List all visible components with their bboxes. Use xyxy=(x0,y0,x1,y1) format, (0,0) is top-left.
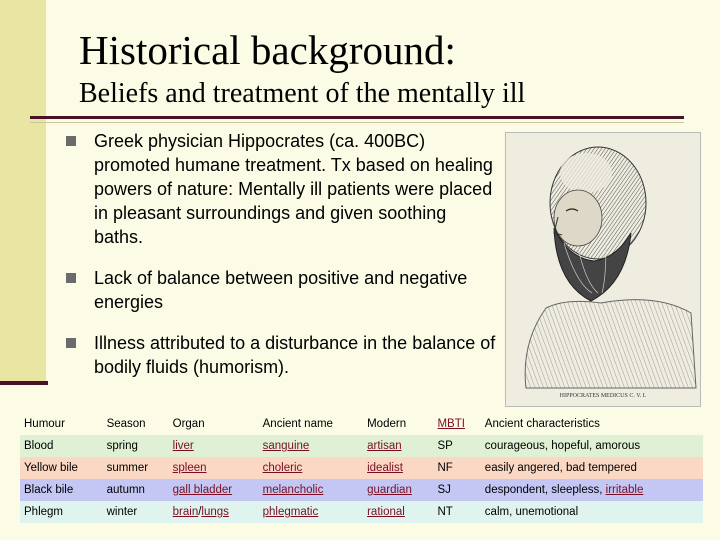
organ-link[interactable]: gall bladder xyxy=(172,484,233,496)
season-cell: winter xyxy=(106,506,138,518)
humour-cell: Phlegm xyxy=(24,506,63,518)
column-header-link[interactable] xyxy=(433,413,480,435)
mbti-cell: NF xyxy=(437,462,453,474)
organ-cell[interactable] xyxy=(169,479,259,501)
slide-title: Historical background: xyxy=(79,27,456,73)
ancient-name-link[interactable]: melancholic xyxy=(262,484,324,496)
humour-cell: Blood xyxy=(24,440,54,452)
table-header-row xyxy=(20,413,703,435)
modern-cell[interactable] xyxy=(363,435,433,457)
table-row xyxy=(20,501,703,523)
traits-cell: calm, unemotional xyxy=(484,506,579,518)
humour-cell: Black bile xyxy=(24,484,74,496)
bullet-text: Greek physician Hippocrates (ca. 400BC) promoted humane treatment. Tx based on healing powers of nature: Mentally ill patients were placed in pleasant surroundings and given soothing baths. xyxy=(94,131,493,247)
organ-link[interactable]: spleen xyxy=(172,462,207,474)
column-header: Modern xyxy=(367,418,407,430)
portrait-engraving xyxy=(506,133,700,406)
season-cell: summer xyxy=(106,462,149,474)
modern-link[interactable]: rational xyxy=(367,506,405,518)
bullet-item xyxy=(66,266,496,314)
modern-link[interactable]: artisan xyxy=(367,440,402,452)
irritable-link[interactable]: irritable xyxy=(605,484,644,496)
table-row xyxy=(20,457,703,479)
title-divider xyxy=(30,116,684,119)
table-row xyxy=(20,479,703,501)
traits-cell: easily angered, bad tempered xyxy=(484,462,637,474)
bullet-text: Illness attributed to a disturbance in the balance of bodily fluids (humorism). xyxy=(94,333,496,377)
bullet-text: Lack of balance between positive and negative energies xyxy=(94,268,468,312)
bullet-list xyxy=(66,129,496,396)
lungs-link[interactable]: lungs xyxy=(201,506,229,518)
organ-link[interactable]: liver xyxy=(172,440,194,452)
organ-separator: / xyxy=(198,506,202,518)
ancient-name-cell[interactable] xyxy=(259,501,363,523)
column-header: Organ xyxy=(172,418,205,430)
hippocrates-portrait xyxy=(505,132,701,407)
column-header: Season xyxy=(106,418,146,430)
modern-link[interactable]: guardian xyxy=(367,484,412,496)
bullet-item xyxy=(66,331,496,379)
mbti-link[interactable]: MBTI xyxy=(437,418,465,430)
title-divider-thin xyxy=(30,122,684,123)
column-header: Ancient name xyxy=(262,418,333,430)
modern-cell[interactable] xyxy=(363,457,433,479)
side-accent-tick xyxy=(0,381,48,385)
ancient-name-cell[interactable] xyxy=(259,457,363,479)
bullet-item xyxy=(66,129,496,249)
ancient-name-link[interactable]: phlegmatic xyxy=(262,506,319,518)
mbti-cell: SJ xyxy=(437,484,451,496)
portrait-caption: HIPPOCRATES MEDICUS C. V. I. xyxy=(559,393,647,399)
humors-table xyxy=(20,413,703,523)
traits-text: despondent, sleepless, xyxy=(484,484,606,496)
column-header: Ancient characteristics xyxy=(484,418,600,430)
organ-cell[interactable] xyxy=(169,501,259,523)
square-bullet-icon xyxy=(66,273,76,283)
mbti-cell: NT xyxy=(437,506,453,518)
ancient-name-cell[interactable] xyxy=(259,435,363,457)
mbti-cell: SP xyxy=(437,440,453,452)
organ-cell[interactable] xyxy=(169,435,259,457)
side-accent-bar xyxy=(0,0,46,384)
slide-subtitle: Beliefs and treatment of the mentally ill xyxy=(79,78,526,109)
ancient-name-link[interactable]: sanguine xyxy=(262,440,310,452)
column-header: Humour xyxy=(24,418,65,430)
season-cell: autumn xyxy=(106,484,145,496)
ancient-name-cell[interactable] xyxy=(259,479,363,501)
traits-cell: courageous, hopeful, amorous xyxy=(484,440,641,452)
organ-cell[interactable] xyxy=(169,457,259,479)
square-bullet-icon xyxy=(66,136,76,146)
modern-cell[interactable] xyxy=(363,501,433,523)
table-row xyxy=(20,435,703,457)
square-bullet-icon xyxy=(66,338,76,348)
modern-link[interactable]: idealist xyxy=(367,462,403,474)
modern-cell[interactable] xyxy=(363,479,433,501)
ancient-name-link[interactable]: choleric xyxy=(262,462,303,474)
humour-cell: Yellow bile xyxy=(24,462,78,474)
traits-cell xyxy=(481,479,703,501)
season-cell: spring xyxy=(106,440,138,452)
brain-link[interactable]: brain xyxy=(172,506,199,518)
